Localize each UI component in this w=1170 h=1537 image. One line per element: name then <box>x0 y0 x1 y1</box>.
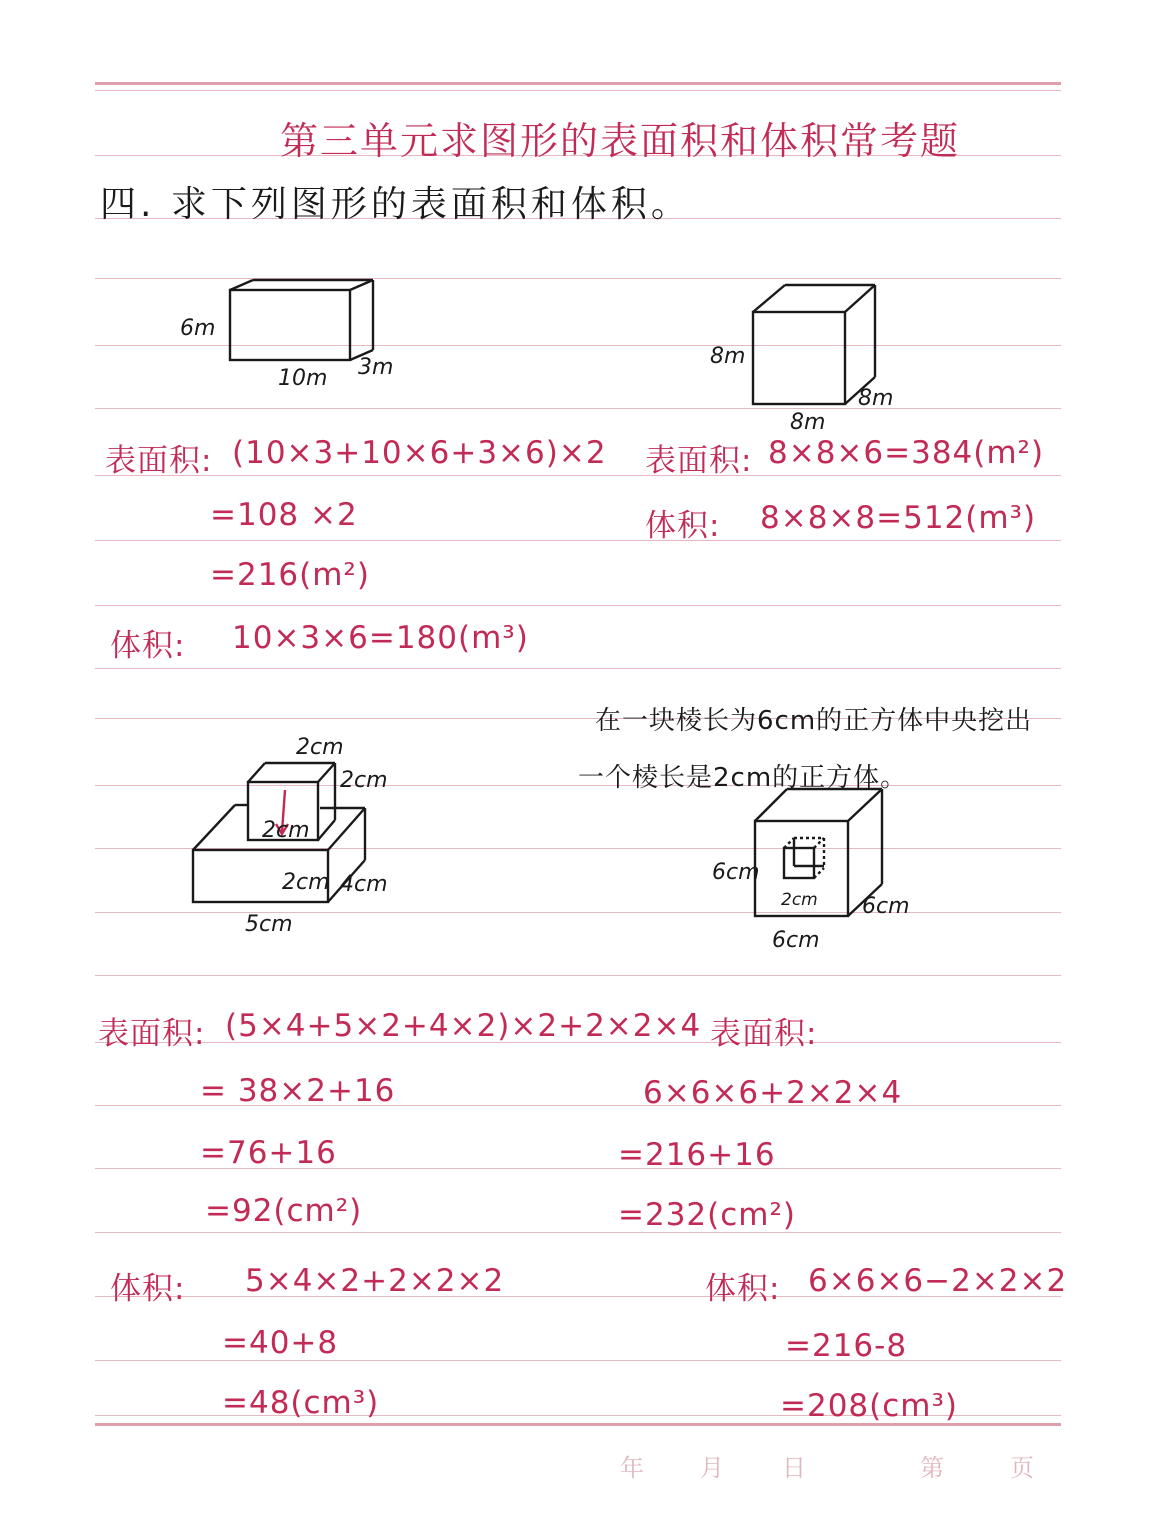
p1-surface-expression: (10×3+10×6+3×6)×2 <box>232 435 607 471</box>
p4-description-line1: 在一块棱长为6cm的正方体中央挖出 <box>595 706 1033 736</box>
p4-surface-step1: =216+16 <box>618 1137 776 1173</box>
p4-height-label: 6cm <box>712 860 760 885</box>
p2-volume-expression: 8×8×8=512(m³) <box>760 500 1037 536</box>
footer-month: 月 <box>700 1454 724 1482</box>
ruled-line <box>95 475 1061 476</box>
p3-bottom-length-label: 5cm <box>245 912 293 937</box>
cuboid-height-label: 6m <box>180 316 216 341</box>
footer-page-suffix: 页 <box>1010 1454 1034 1482</box>
ruled-line <box>95 912 1061 913</box>
p2-volume-label: 体积: <box>645 508 721 544</box>
p4-volume-expression: 6×6×6−2×2×2 <box>808 1263 1068 1299</box>
p1-surface-step2: =216(m²) <box>210 557 370 593</box>
page-title: 第三单元求图形的表面积和体积常考题 <box>280 119 961 163</box>
p4-width-label: 6cm <box>862 894 910 919</box>
p1-surface-label: 表面积: <box>105 443 213 479</box>
ruled-line <box>95 540 1061 541</box>
p4-volume-step2: =208(cm³) <box>780 1388 959 1424</box>
p3-top-width-label: 2cm <box>262 818 310 843</box>
cube-height-label: 8m <box>710 344 746 369</box>
p1-surface-step1: =108 ×2 <box>210 497 358 533</box>
p3-volume-step2: =48(cm³) <box>222 1385 380 1421</box>
section-heading: 四. 求下列图形的表面积和体积。 <box>100 184 691 225</box>
p3-surface-step3: =92(cm²) <box>205 1193 363 1229</box>
footer-year: 年 <box>620 1454 644 1482</box>
p2-surface-label: 表面积: <box>645 443 753 479</box>
cube-width-label: 8m <box>858 386 894 411</box>
ruled-line <box>95 975 1061 976</box>
cube-length-label: 8m <box>790 410 826 435</box>
p4-surface-step2: =232(cm²) <box>618 1197 797 1233</box>
p3-volume-step1: =40+8 <box>222 1325 339 1361</box>
p4-description-line2: 一个棱长是2cm的正方体。 <box>578 763 908 793</box>
p3-bottom-height-label: 2cm <box>282 870 330 895</box>
p3-surface-step2: =76+16 <box>200 1135 337 1171</box>
p3-volume-label: 体积: <box>110 1271 186 1307</box>
ruled-line <box>95 1232 1061 1233</box>
p4-surface-expression: 6×6×6+2×2×4 <box>643 1075 903 1111</box>
ruled-line <box>95 605 1061 606</box>
ruled-line <box>95 90 1061 91</box>
p3-top-height-label: 2cm <box>340 768 388 793</box>
footer-day: 日 <box>782 1454 806 1482</box>
ruled-line <box>95 668 1061 669</box>
p3-surface-label: 表面积: <box>98 1016 206 1052</box>
p4-volume-label: 体积: <box>705 1271 781 1307</box>
p4-inner-label: 2cm <box>781 890 818 910</box>
p3-top-length-label: 2cm <box>296 735 344 760</box>
p3-bottom-width-label: 4cm <box>340 872 388 897</box>
p2-surface-expression: 8×8×6=384(m²) <box>768 435 1045 471</box>
footer-page-prefix: 第 <box>920 1454 944 1482</box>
p3-surface-expression: (5×4+5×2+4×2)×2+2×2×4 <box>225 1008 702 1044</box>
p4-length-label: 6cm <box>772 928 820 953</box>
cuboid-length-label: 10m <box>278 366 328 391</box>
p1-volume-label: 体积: <box>110 628 186 664</box>
p3-volume-expression: 5×4×2+2×2×2 <box>245 1263 505 1299</box>
cuboid-width-label: 3m <box>358 355 394 380</box>
p4-surface-label: 表面积: <box>710 1016 818 1052</box>
p3-surface-step1: = 38×2+16 <box>200 1073 396 1109</box>
ruled-line <box>95 408 1061 409</box>
top-border-line <box>95 82 1061 85</box>
p1-volume-expression: 10×3×6=180(m³) <box>232 620 529 656</box>
p4-volume-step1: =216-8 <box>785 1328 908 1364</box>
